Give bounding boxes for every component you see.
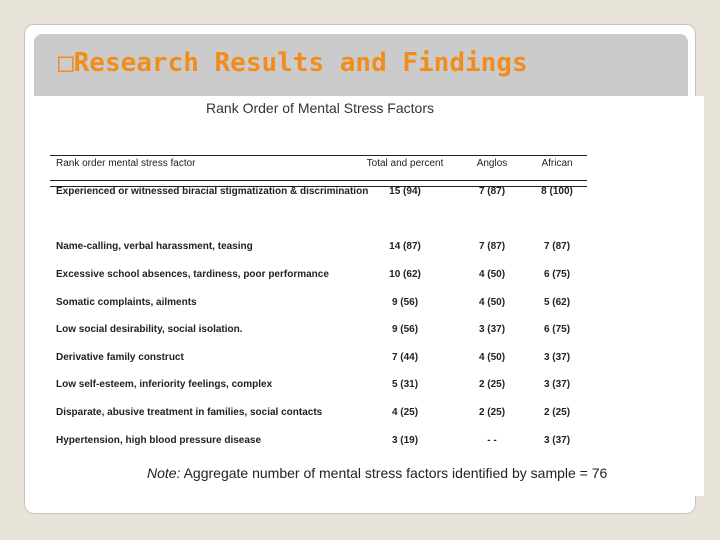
row-3-anglos: 4 (50) (478, 269, 506, 280)
column-header-total: Total and percent (366, 158, 444, 169)
note-text: Aggregate number of mental stress factors identified by sample = 76 (180, 465, 608, 481)
row-1-african: 8 (100) (541, 186, 573, 197)
row-5-anglos: 3 (37) (478, 324, 506, 335)
column-header-african: African (541, 158, 573, 169)
table-note (147, 465, 607, 481)
row-5-african: 6 (75) (543, 324, 571, 335)
row-7-anglos: 2 (25) (478, 379, 506, 390)
row-6-factor: Derivative family construct (56, 352, 184, 363)
row-4-total: 9 (56) (391, 297, 419, 308)
row-7-african: 3 (37) (543, 379, 571, 390)
row-6-african: 3 (37) (543, 352, 571, 363)
row-1-factor: Experienced or witnessed biracial stigmatization & discrimination (56, 186, 369, 197)
row-3-factor: Excessive school absences, tardiness, poor performance (56, 269, 329, 280)
row-8-anglos: 2 (25) (478, 407, 506, 418)
row-2-anglos: 7 (87) (478, 241, 506, 252)
row-1-total: 15 (94) (389, 186, 421, 197)
row-3-total: 10 (62) (389, 269, 421, 280)
row-9-anglos: - - (487, 435, 497, 446)
slide-title: □Research Results and Findings (58, 48, 528, 78)
row-2-total: 14 (87) (389, 241, 421, 252)
row-7-factor: Low self-esteem, inferiority feelings, complex (56, 379, 273, 390)
table-heading: Rank Order of Mental Stress Factors (206, 100, 434, 116)
row-2-african: 7 (87) (543, 241, 571, 252)
column-header-anglos: Anglos (476, 158, 508, 169)
row-5-factor: Low social desirability, social isolation. (56, 324, 243, 335)
row-9-factor: Hypertension, high blood pressure disease (56, 435, 262, 446)
row-1-anglos: 7 (87) (478, 186, 506, 197)
row-5-total: 9 (56) (391, 324, 419, 335)
row-4-anglos: 4 (50) (478, 297, 506, 308)
row-6-anglos: 4 (50) (478, 352, 506, 363)
row-3-african: 6 (75) (543, 269, 571, 280)
table-header-rule (50, 180, 587, 181)
table-top-rule (50, 155, 587, 156)
row-9-total: 3 (19) (391, 435, 419, 446)
row-8-african: 2 (25) (543, 407, 571, 418)
row-4-african: 5 (62) (543, 297, 571, 308)
row-8-factor: Disparate, abusive treatment in families, social contacts (56, 407, 323, 418)
note-label: Note: (147, 465, 181, 481)
row-6-total: 7 (44) (391, 352, 419, 363)
row-9-african: 3 (37) (543, 435, 571, 446)
row-7-total: 5 (31) (391, 379, 419, 390)
row-8-total: 4 (25) (391, 407, 419, 418)
row-4-factor: Somatic complaints, ailments (56, 297, 197, 308)
row-2-factor: Name-calling, verbal harassment, teasing (56, 241, 253, 252)
column-header-factor: Rank order mental stress factor (56, 158, 196, 169)
